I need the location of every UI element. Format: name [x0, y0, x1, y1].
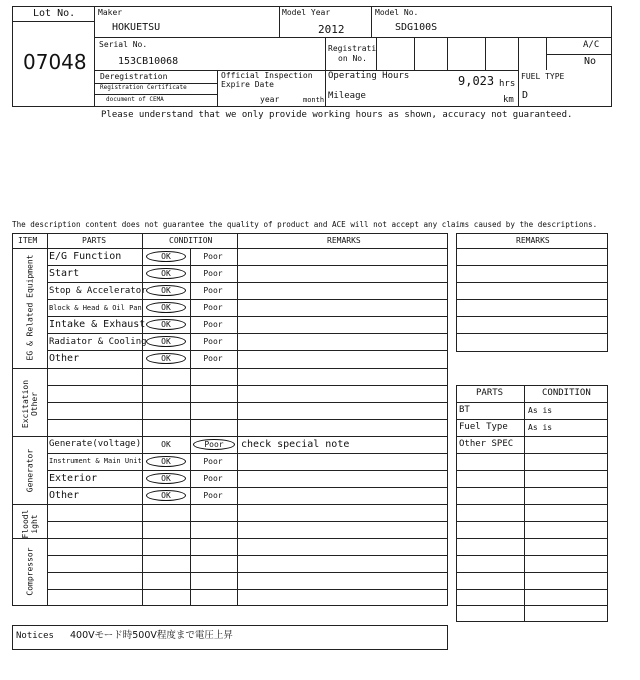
eg-part-3: Block & Head & Oil Pan: [49, 304, 142, 312]
section-eg-label: EG & Related Equipment: [25, 254, 35, 361]
lot-no-value: 07048: [23, 50, 87, 74]
eg-poor-3: Poor: [203, 303, 223, 312]
eg-part-5: Radiator & Cooling: [49, 337, 147, 347]
section-floodlight-text: Floodl ight: [21, 509, 39, 539]
hrs-label: hrs: [499, 79, 516, 89]
registration-certificate-label: Registration Certificate: [100, 84, 187, 91]
gen-part-1: Instrument & Main Unit: [49, 457, 142, 465]
eg-poor-6: Poor: [203, 354, 223, 363]
official-inspection-label: Official Inspection: [221, 71, 313, 80]
right-part-2: Other SPEC: [459, 439, 514, 449]
gen-poor-2: Poor: [203, 474, 223, 483]
disclaimer: The description content does not guarantee the quality of product and ACE will not accept any claims caused by the descriptions.: [12, 220, 598, 229]
item-header: ITEM: [18, 236, 38, 245]
eg-poor-5: Poor: [203, 337, 223, 346]
expire-date-label: Expire Date: [221, 80, 274, 89]
serial-no-label: Serial No.: [99, 40, 148, 49]
serial-no-value: 153CB10068: [118, 56, 179, 67]
gen-part-2: Exterior: [49, 473, 98, 484]
eg-ok-3: OK: [146, 302, 186, 313]
gen-ok-3: OK: [146, 490, 186, 501]
operating-hours-label: Operating Hours: [328, 71, 410, 81]
document-cema-label: document of CEMA: [106, 96, 164, 103]
year-label: year: [260, 95, 280, 104]
notices-text: 400Vモード時500V程度まで電圧上昇: [70, 630, 233, 641]
eg-part-2: Stop & Accelerator: [49, 286, 147, 296]
gen-part-0: Generate(voltage): [49, 439, 142, 449]
eg-ok-1: OK: [146, 268, 186, 279]
maker-value: HOKUETSU: [112, 22, 161, 33]
ac-value: No: [584, 56, 597, 67]
gen-poor-3: Poor: [203, 491, 223, 500]
fuel-type-label: FUEL TYPE: [521, 72, 565, 81]
eg-ok-0: OK: [146, 251, 186, 262]
gen-ok-2: OK: [146, 473, 186, 484]
eg-poor-1: Poor: [203, 269, 223, 278]
operating-hours-value: 9,023: [458, 74, 495, 88]
model-year-value: 2012: [318, 23, 345, 36]
right-condition-1: As is: [528, 423, 553, 432]
gen-ok-0: OK: [161, 440, 171, 449]
eg-part-0: E/G Function: [49, 251, 122, 262]
right-remarks-header: REMARKS: [516, 236, 550, 245]
right-part-0: BT: [459, 405, 470, 415]
right-parts-header: PARTS: [476, 388, 504, 398]
eg-ok-4: OK: [146, 319, 186, 330]
notices-label: Notices: [16, 631, 54, 641]
model-year-label: Model Year: [282, 8, 331, 17]
fuel-type-value: D: [522, 90, 529, 101]
gen-ok-1: OK: [146, 456, 186, 467]
maker-label: Maker: [98, 8, 123, 17]
gen-poor-0: Poor: [193, 439, 235, 450]
hours-note: Please understand that we only provide working hours as shown, accuracy not guaranteed.: [101, 110, 573, 120]
right-condition-0: As is: [528, 406, 553, 415]
eg-poor-2: Poor: [203, 286, 223, 295]
registration-label: Registrati: [328, 44, 377, 53]
gen-remark-0: check special note: [241, 439, 350, 450]
eg-part-6: Other: [49, 353, 80, 364]
eg-ok-2: OK: [146, 285, 186, 296]
mileage-label: Mileage: [328, 91, 366, 101]
condition-header: CONDITION: [169, 236, 213, 245]
section-compressor-label: Compressor: [25, 547, 35, 596]
model-no-value: SDG100S: [395, 22, 438, 33]
gen-poor-1: Poor: [203, 457, 223, 466]
eg-part-1: Start: [49, 268, 80, 279]
right-remarks-table: [456, 233, 608, 352]
ac-label: A/C: [583, 40, 600, 50]
km-label: km: [503, 95, 514, 105]
parts-header: PARTS: [82, 236, 107, 245]
eg-poor-0: Poor: [203, 252, 223, 261]
section-excitation-text: Excitation Other: [21, 379, 39, 429]
remarks-header: REMARKS: [327, 236, 361, 245]
eg-ok-6: OK: [146, 353, 186, 364]
right-condition-header: CONDITION: [542, 388, 591, 398]
right-part-1: Fuel Type: [459, 422, 508, 432]
section-excitation-label: [21, 369, 39, 439]
gen-part-3: Other: [49, 490, 80, 501]
eg-ok-5: OK: [146, 336, 186, 347]
lot-no-label: Lot No.: [33, 8, 76, 19]
section-generator-label: Generator: [25, 448, 35, 493]
month-label: month: [303, 96, 325, 104]
eg-part-4: Intake & Exhaust: [49, 319, 146, 330]
registration-label-2: on No.: [338, 54, 367, 63]
deregistration-label: Deregistration: [100, 72, 168, 81]
model-no-label: Model No.: [375, 8, 419, 17]
eg-poor-4: Poor: [203, 320, 223, 329]
